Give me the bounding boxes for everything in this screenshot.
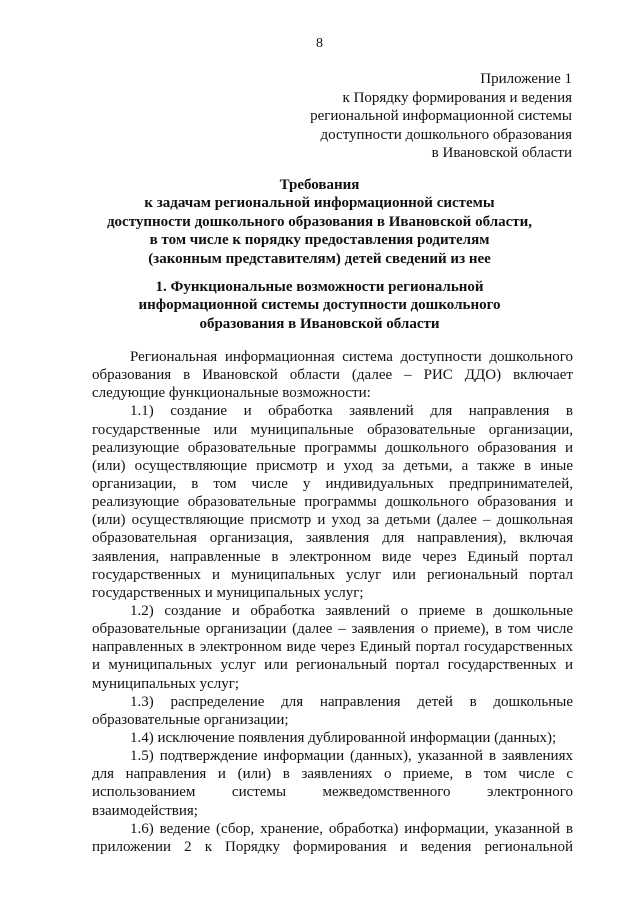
section-heading-line: образования в Ивановской области — [199, 315, 440, 332]
body-line: взаимодействия; — [92, 802, 198, 819]
appendix-line: доступности дошкольного образования — [320, 126, 572, 143]
body-line: образования в Ивановской области (далее – РИС ДДО) включает — [92, 367, 573, 384]
body-line: образовательные организации (далее – заявления о приеме), в том числе — [92, 621, 573, 638]
body-line: реализующие образовательные программы дошкольного образования и — [92, 439, 573, 456]
body-line: и муниципальных услуг или региональный портал государственных и — [92, 657, 573, 674]
appendix-line: в Ивановской области — [431, 145, 572, 162]
section-heading — [0, 278, 639, 333]
body-line: использованием системы межведомственного электронного — [92, 784, 573, 801]
title-line: доступности дошкольного образования в Ивановской области, — [106, 213, 533, 230]
body-line: 1.6) ведение (сбор, хранение, обработка) информации, указанной в — [130, 820, 573, 837]
body-line: 1.1) создание и обработка заявлений для направления в — [130, 403, 573, 420]
body-line: государственных и муниципальных услуг или региональный портал — [92, 566, 573, 583]
body-line: государственные или муниципальные образовательные организации, — [92, 421, 573, 438]
title-line: в том числе к порядку предоставления родителям — [149, 232, 490, 249]
body-line: следующие функциональные возможности: — [92, 385, 371, 402]
body-line: для направления и (или) в заявлениях о приеме, в том числе с — [92, 766, 573, 783]
section-heading-line: информационной системы доступности дошкольного — [138, 297, 501, 314]
body-line: (или) осуществляющие присмотр и уход за детьми (далее – дошкольная — [92, 512, 573, 529]
body-line: 1.3) распределение для направления детей в дошкольные — [130, 693, 573, 710]
title-line: (законным представителям) детей сведений из нее — [148, 250, 491, 267]
body-line: организации, в том числе у индивидуальных предпринимателей, — [92, 475, 573, 492]
appendix-line: Приложение 1 — [480, 71, 572, 87]
appendix-line: к Порядку формирования и ведения — [342, 89, 572, 106]
body-line: образовательные организации; — [92, 711, 289, 728]
document-title — [0, 176, 639, 268]
body-line: 1.5) подтверждение информации (данных), указанной в заявлениях — [130, 748, 573, 765]
title-line: к задачам региональной информационной системы — [144, 195, 495, 212]
body-line: 1.2) создание и обработка заявлений о приеме в дошкольные — [130, 602, 573, 619]
appendix-line: региональной информационной системы — [310, 108, 572, 125]
body-text — [92, 348, 573, 856]
section-heading-line: 1. Функциональные возможности региональной — [155, 279, 484, 295]
body-line: приложении 2 к Порядку формирования и ведения региональной — [92, 838, 573, 855]
body-line: государственных и муниципальных услуг; — [92, 584, 364, 601]
body-line: Региональная информационная система доступности дошкольного — [130, 349, 573, 365]
body-line: направленных в электронном виде через Единый портал государственных — [92, 639, 573, 656]
body-line: реализующие образовательные программы дошкольного образования и — [92, 494, 573, 511]
page-number: 8 — [316, 36, 323, 51]
body-line: 1.4) исключение появления дублированной информации (данных); — [130, 729, 557, 746]
body-line: (или) осуществляющие присмотр и уход за детьми, а также в иные — [92, 457, 573, 474]
appendix-reference — [310, 70, 572, 163]
body-line: образовательная организация, заявления для направления), включая — [92, 530, 573, 547]
body-line: муниципальных услуг; — [92, 675, 240, 692]
title-line: Требования — [279, 177, 360, 193]
body-line: заявления, направленные в электронном виде через Единый портал — [92, 548, 573, 565]
